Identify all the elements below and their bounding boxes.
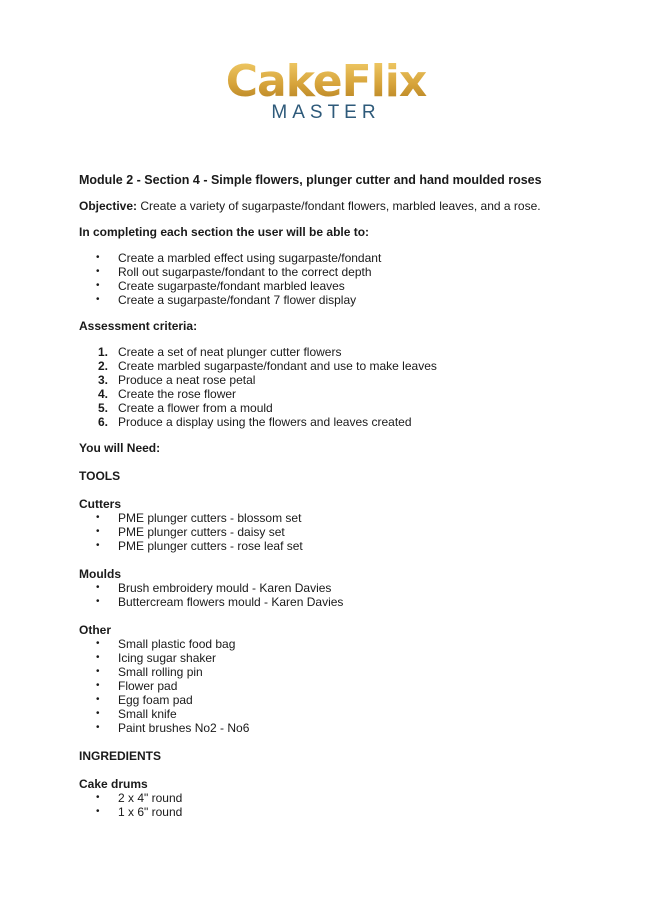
item-text: Produce a display using the flowers and leaves created xyxy=(118,415,412,429)
list-item: • Small plastic food bag xyxy=(79,637,619,651)
objective xyxy=(79,199,619,213)
list-item: • PME plunger cutters - blossom set xyxy=(79,511,619,525)
list-item xyxy=(79,415,619,429)
list-item: • Roll out sugarpaste/fondant to the correct depth xyxy=(79,265,619,279)
objective-text: Create a variety of sugarpaste/fondant flowers, marbled leaves, and a rose. xyxy=(137,199,541,213)
module-heading-prefix: Module 2 - Section 4 - xyxy=(79,173,211,187)
item-number: 4. xyxy=(98,387,109,401)
list-item: • 1 x 6" round xyxy=(79,805,619,819)
list-item xyxy=(79,359,619,373)
item-text: Produce a neat rose petal xyxy=(118,373,256,387)
item-number: 3. xyxy=(98,373,109,387)
cake-drums-heading: Cake drums xyxy=(79,777,148,791)
objective-label: Objective: xyxy=(79,199,138,213)
list-item: • Paint brushes No2 - No6 xyxy=(79,721,619,735)
cakeflix-logo xyxy=(0,58,652,124)
cutters-heading: Cutters xyxy=(79,497,122,511)
module-heading xyxy=(79,173,619,187)
assessment-list xyxy=(79,345,619,429)
module-heading-title: Simple flowers, plunger cutter and hand moulded roses xyxy=(210,173,542,187)
list-item xyxy=(79,387,619,401)
item-number: 2. xyxy=(98,359,109,373)
list-item: • Small knife xyxy=(79,707,619,721)
moulds-list xyxy=(79,581,619,609)
completing-heading: In completing each section the user will be able to: xyxy=(79,225,370,239)
you-will-need-heading: You will Need: xyxy=(79,441,161,455)
item-text: Create marbled sugarpaste/fondant and use to make leaves xyxy=(118,359,437,373)
item-text: Create a set of neat plunger cutter flowers xyxy=(118,345,342,359)
item-number: 1. xyxy=(98,345,109,359)
item-number: 6. xyxy=(98,415,109,429)
other-heading: Other xyxy=(79,623,112,637)
item-text: Create a flower from a mould xyxy=(118,401,273,415)
list-item xyxy=(79,345,619,359)
logo-wordmark: CakeFlix xyxy=(0,58,652,106)
list-item: • Egg foam pad xyxy=(79,693,619,707)
cake-drums-list xyxy=(79,791,619,819)
list-item: • Create sugarpaste/fondant marbled leaves xyxy=(79,279,619,293)
moulds-heading: Moulds xyxy=(79,567,121,581)
logo-subtitle: MASTER xyxy=(271,102,381,123)
list-item: • Flower pad xyxy=(79,679,619,693)
document-body xyxy=(79,173,619,819)
list-item: • Buttercream flowers mould - Karen Davies xyxy=(79,595,619,609)
item-number: 5. xyxy=(98,401,109,415)
list-item: • Create a marbled effect using sugarpaste/fondant xyxy=(79,251,619,265)
list-item xyxy=(79,401,619,415)
cutters-list xyxy=(79,511,619,553)
list-item: • Create a sugarpaste/fondant 7 flower display xyxy=(79,293,619,307)
item-text: Create the rose flower xyxy=(118,387,237,401)
list-item: • Small rolling pin xyxy=(79,665,619,679)
tools-heading: TOOLS xyxy=(79,469,121,483)
list-item xyxy=(79,373,619,387)
list-item: • 2 x 4" round xyxy=(79,791,619,805)
list-item: • PME plunger cutters - daisy set xyxy=(79,525,619,539)
other-list xyxy=(79,637,619,735)
assessment-heading: Assessment criteria: xyxy=(79,319,198,333)
list-item: • Brush embroidery mould - Karen Davies xyxy=(79,581,619,595)
list-item: • Icing sugar shaker xyxy=(79,651,619,665)
completing-list xyxy=(79,251,619,307)
list-item: • PME plunger cutters - rose leaf set xyxy=(79,539,619,553)
ingredients-heading: INGREDIENTS xyxy=(79,749,162,763)
